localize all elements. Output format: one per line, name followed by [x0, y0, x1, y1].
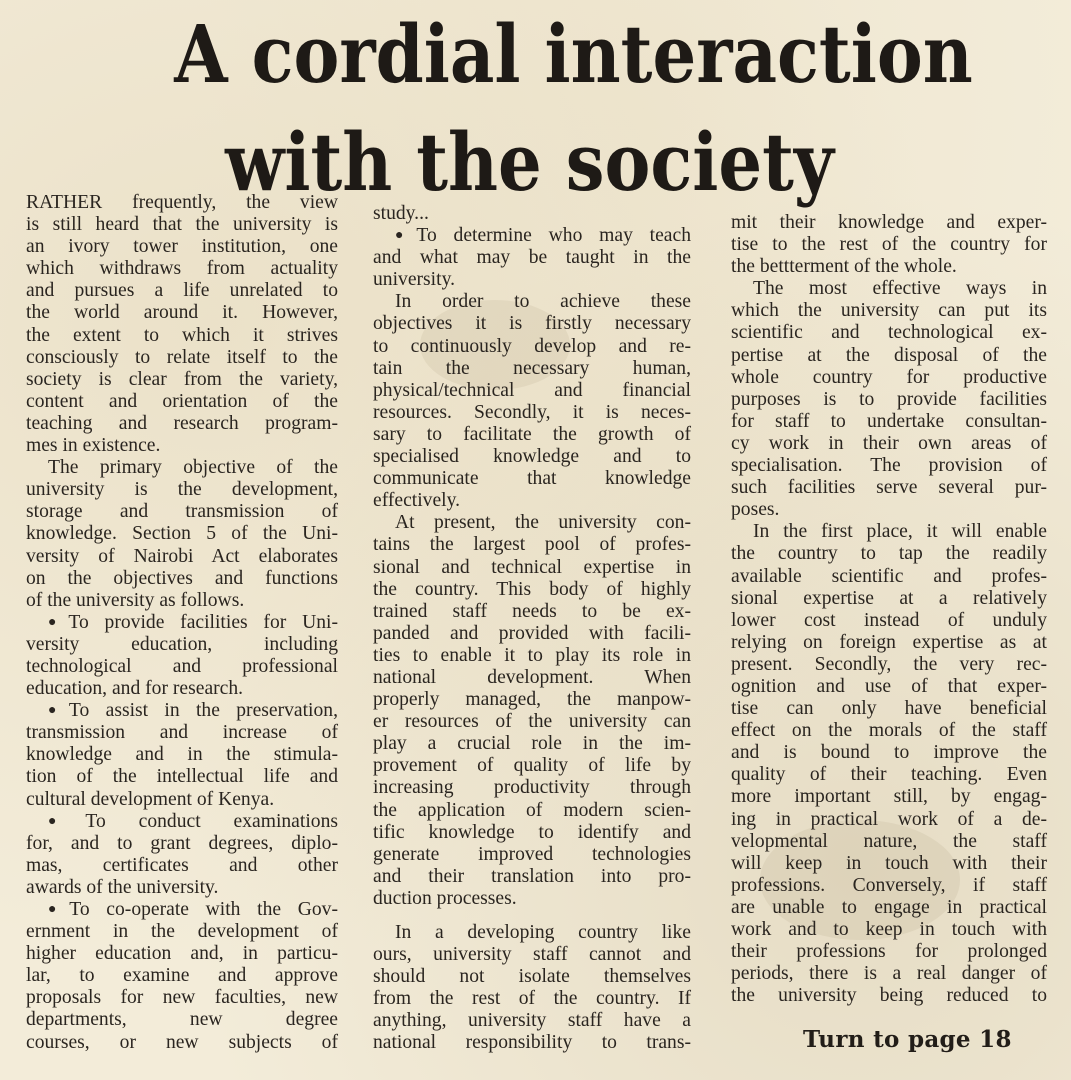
- article-line-text: are unable to engage in practical: [731, 896, 1047, 918]
- article-line: [373, 579, 691, 601]
- article-line-text: ties to enable it to play its role in: [373, 644, 691, 666]
- article-line-text: ernment in the development of: [26, 921, 338, 943]
- article-line-text: storage and transmission of: [26, 501, 338, 523]
- article-line: [26, 413, 338, 435]
- article-line-text: the application of modern scien-: [373, 799, 691, 821]
- article-line: [373, 623, 691, 645]
- article-line-text: to continuously develop and re-: [373, 335, 691, 357]
- article-line-text: physical/technical and financial: [373, 379, 691, 401]
- article-line-text: provement of quality of life by: [373, 755, 691, 777]
- article-line-text: poses.: [731, 499, 780, 521]
- article-line-text: the university being reduced to: [731, 985, 1047, 1007]
- article-line: [373, 424, 691, 446]
- article-line-text: The most effective ways in: [753, 278, 1047, 300]
- article-line: [26, 523, 338, 545]
- article-line-text: cultural development of Kenya.: [26, 788, 275, 810]
- article-line: [731, 831, 1047, 853]
- article-line: [373, 534, 691, 556]
- article-line-text: content and orientation of the: [26, 390, 338, 412]
- article-line: [731, 322, 1047, 344]
- article-line-text: the country. This body of highly: [373, 578, 691, 600]
- article-line: [731, 720, 1047, 742]
- article-line: [373, 336, 691, 358]
- article-line: [26, 302, 338, 324]
- article-line: [373, 468, 691, 490]
- article-line-text: proposals for new faculties, new: [26, 987, 338, 1009]
- article-line-text: objectives it is firstly necessary: [373, 313, 691, 335]
- article-line: [373, 988, 691, 1010]
- article-line: [731, 389, 1047, 411]
- article-line: [731, 543, 1047, 565]
- article-line: [373, 1032, 691, 1054]
- article-line-text: versity of Nairobi Act elaborates: [26, 545, 338, 567]
- article-line-text: trained staff needs to be ex-: [373, 600, 691, 622]
- article-line: [373, 402, 691, 424]
- article-line-text: transmission and increase of: [26, 722, 338, 744]
- article-line: [731, 300, 1047, 322]
- article-line-text: society is clear from the variety,: [26, 368, 338, 390]
- article-line: [731, 919, 1047, 941]
- article-line-text: RATHER frequently, the view: [26, 192, 338, 213]
- article-line-text: the country to tap the readily: [731, 543, 1047, 565]
- article-line: [26, 457, 338, 479]
- article-line: [26, 1032, 338, 1054]
- article-line-text: pertise at the disposal of the: [731, 344, 1047, 366]
- article-line-text: duction processes.: [373, 887, 517, 909]
- article-line: [26, 214, 338, 236]
- article-line-text: panded and provided with facili-: [373, 622, 691, 644]
- article-line: [26, 568, 338, 590]
- headline-line-1: A cordial interaction: [174, 7, 973, 101]
- article-line: [373, 777, 691, 799]
- article-line: [731, 941, 1047, 963]
- bullet-icon: ●: [48, 902, 69, 917]
- article-line-text: departments, new degree: [26, 1009, 338, 1031]
- article-line-text: is still heard that the university is: [26, 214, 338, 236]
- article-line: [26, 811, 338, 833]
- article-line: [373, 944, 691, 966]
- article-line-text: tise can only have beneficial: [731, 698, 1047, 720]
- article-line: [731, 212, 1047, 234]
- article-line: [373, 225, 691, 247]
- article-line-text: consciously to relate itself to the: [26, 346, 338, 368]
- article-line-text: properly managed, the manpow-: [373, 689, 691, 711]
- article-line: [26, 965, 338, 987]
- article-line-text: and is bound to improve the: [731, 742, 1047, 764]
- article-line: [731, 477, 1047, 499]
- article-line: [26, 435, 338, 457]
- article-line-text: In the first place, it will enable: [753, 521, 1047, 543]
- article-line-text: communicate that knowledge: [373, 468, 691, 490]
- article-line: [373, 358, 691, 380]
- article-line-text: for, and to grant degrees, diplo-: [26, 832, 338, 854]
- article-line-text: To conduct examinations: [85, 810, 338, 832]
- article-line: [373, 601, 691, 623]
- article-line-text: mes in existence.: [26, 435, 161, 457]
- article-line: [26, 590, 338, 612]
- article-line-text: ing in practical work of a de-: [731, 808, 1047, 830]
- article-line-text: their professions for prolonged: [731, 941, 1047, 963]
- article-line-text: knowledge and in the stimula-: [26, 744, 338, 766]
- article-line-text: mit their knowledge and exper-: [731, 212, 1047, 233]
- article-line: [373, 866, 691, 888]
- article-line: [731, 786, 1047, 808]
- article-line: [26, 325, 338, 347]
- article-line: [26, 1009, 338, 1031]
- article-line: [731, 521, 1047, 543]
- article-line: [731, 875, 1047, 897]
- article-line-text: In order to achieve these: [395, 291, 691, 313]
- article-line-text: will keep in touch with their: [731, 852, 1047, 874]
- article-line-text: the bettterment of the whole.: [731, 256, 957, 278]
- article-line: [373, 755, 691, 777]
- article-column-1: [26, 192, 338, 1054]
- article-line: [731, 963, 1047, 985]
- article-line-text: present. Secondly, the very rec-: [731, 653, 1047, 675]
- article-line-text: study...: [373, 203, 429, 224]
- article-line: [26, 192, 338, 214]
- article-line-text: the world around it. However,: [26, 302, 338, 324]
- article-line: [731, 764, 1047, 786]
- article-line-text: scientific and technological ex-: [731, 322, 1047, 344]
- article-line: [373, 291, 691, 313]
- article-line-text: national responsibility to trans-: [373, 1032, 691, 1054]
- article-line: [26, 855, 338, 877]
- article-line-text: tion of the intellectual life and: [26, 766, 338, 788]
- article-line: [26, 987, 338, 1009]
- article-line: [731, 367, 1047, 389]
- article-line: [731, 676, 1047, 698]
- article-line: [373, 512, 691, 534]
- article-line-text: To assist in the preservation,: [68, 700, 338, 722]
- article-line-text: on the objectives and functions: [26, 567, 338, 589]
- article-line-text: To provide facilities for Uni-: [68, 611, 338, 633]
- article-line: [26, 347, 338, 369]
- article-line-text: more important still, by engag-: [731, 786, 1047, 808]
- article-line-text: sional and technical expertise in: [373, 556, 691, 578]
- paragraph-gap: [373, 910, 691, 922]
- article-line-text: the extent to which it strives: [26, 324, 338, 346]
- article-line: [26, 833, 338, 855]
- article-line: [26, 546, 338, 568]
- article-line-text: and pursues a life unrelated to: [26, 280, 338, 302]
- article-line: [26, 899, 338, 921]
- article-line-text: work and to keep in touch with: [731, 919, 1047, 940]
- article-line-text: sional expertise at a relatively: [731, 587, 1047, 609]
- article-line-text: To determine who may teach: [416, 225, 691, 247]
- article-line-text: specialised knowledge and to: [373, 446, 691, 468]
- article-line-text: er resources of the university can: [373, 711, 691, 733]
- article-line-text: awards of the university.: [26, 876, 219, 898]
- article-line: [731, 345, 1047, 367]
- continuation-note: Turn to page 18: [803, 1026, 1012, 1053]
- article-line: [373, 203, 691, 225]
- article-line-text: should not isolate themselves: [373, 966, 691, 988]
- article-line-text: versity education, including: [26, 633, 338, 655]
- article-line-text: tains the largest pool of profes-: [373, 534, 691, 556]
- article-line-text: higher education and, in particu-: [26, 943, 338, 965]
- article-line-text: periods, there is a real danger of: [731, 963, 1047, 985]
- article-line: [26, 369, 338, 391]
- article-line: [731, 499, 1047, 521]
- bullet-icon: ●: [395, 228, 416, 244]
- article-line: [373, 922, 691, 944]
- article-line: [26, 501, 338, 523]
- article-line-text: education, and for research.: [26, 678, 244, 700]
- article-line-text: which withdraws from actuality: [26, 258, 338, 280]
- article-line: [731, 588, 1047, 610]
- article-line-text: tific knowledge to identify and: [373, 821, 691, 843]
- article-line: [731, 654, 1047, 676]
- article-line: [26, 722, 338, 744]
- article-line: [373, 733, 691, 755]
- article-column-3: [731, 212, 1047, 1007]
- article-line-text: mas, certificates and other: [26, 854, 338, 876]
- article-line: [731, 985, 1047, 1007]
- article-line: [731, 632, 1047, 654]
- article-line: [26, 656, 338, 678]
- article-line-text: sary to facilitate the growth of: [373, 423, 691, 445]
- article-line-text: ognition and use of that exper-: [731, 675, 1047, 697]
- article-line-text: teaching and research program-: [26, 412, 338, 434]
- article-line: [373, 888, 691, 910]
- bullet-icon: ●: [48, 813, 85, 829]
- article-line: [731, 610, 1047, 632]
- article-column-2: [373, 203, 691, 1055]
- article-line-text: ours, university staff cannot and: [373, 944, 691, 966]
- article-line: [373, 557, 691, 579]
- article-line-text: tain the necessary human,: [373, 357, 691, 379]
- article-line-text: an ivory tower institution, one: [26, 236, 338, 258]
- article-line: [373, 667, 691, 689]
- article-line: [26, 391, 338, 413]
- article-line-text: effectively.: [373, 490, 461, 512]
- article-line: [731, 809, 1047, 831]
- article-line: [373, 380, 691, 402]
- article-line: [26, 634, 338, 656]
- article-line: [373, 844, 691, 866]
- article-line: [731, 853, 1047, 875]
- article-line: [731, 566, 1047, 588]
- article-line-text: whole country for productive: [731, 366, 1047, 388]
- article-line: [731, 234, 1047, 256]
- article-line: [26, 700, 338, 722]
- article-line-text: of the university as follows.: [26, 589, 245, 611]
- article-line-text: specialisation. The provision of: [731, 455, 1047, 477]
- article-line: [26, 678, 338, 700]
- article-line-text: purposes is to provide facilities: [731, 388, 1047, 410]
- article-line-text: available scientific and profes-: [731, 565, 1047, 587]
- article-line-text: national development. When: [373, 666, 691, 688]
- article-line: [373, 269, 691, 291]
- article-line-text: such facilities serve several pur-: [731, 477, 1047, 499]
- article-line-text: In a developing country like: [395, 922, 691, 943]
- article-line: [26, 236, 338, 258]
- article-line-text: from the rest of the country. If: [373, 988, 691, 1010]
- article-line: [26, 921, 338, 943]
- article-line: [26, 258, 338, 280]
- article-line-text: relying on foreign expertise as at: [731, 631, 1047, 653]
- article-line: [373, 446, 691, 468]
- article-line: [26, 877, 338, 899]
- article-line: [731, 897, 1047, 919]
- article-line-text: play a crucial role in the im-: [373, 733, 691, 755]
- bullet-icon: ●: [48, 703, 68, 719]
- article-line-text: resources. Secondly, it is neces-: [373, 401, 691, 423]
- article-line-text: courses, or new subjects of: [26, 1031, 338, 1053]
- article-line: [373, 490, 691, 512]
- article-line-text: generate improved technologies: [373, 843, 691, 865]
- article-line: [731, 698, 1047, 720]
- article-line-text: which the university can put its: [731, 300, 1047, 322]
- article-line-text: for staff to undertake consultan-: [731, 410, 1047, 432]
- article-line: [731, 411, 1047, 433]
- article-line-text: anything, university staff have a: [373, 1010, 691, 1032]
- headline-line-2: with the society: [225, 115, 834, 209]
- article-line: [373, 247, 691, 269]
- article-line: [26, 766, 338, 788]
- article-line: [731, 278, 1047, 300]
- article-line: [731, 433, 1047, 455]
- article-line: [731, 455, 1047, 477]
- article-line-text: To co-operate with the Gov-: [69, 899, 338, 920]
- article-line: [26, 479, 338, 501]
- article-line: [373, 966, 691, 988]
- article-line-text: velopmental nature, the staff: [731, 830, 1047, 852]
- article-line: [731, 256, 1047, 278]
- article-line: [373, 689, 691, 711]
- article-line-text: cy work in their own areas of: [731, 432, 1047, 454]
- article-line: [373, 711, 691, 733]
- article-line-text: and their translation into pro-: [373, 865, 691, 887]
- article-line-text: effect on the morals of the staff: [731, 720, 1047, 742]
- article-line: [373, 1010, 691, 1032]
- article-line: [26, 280, 338, 302]
- article-line: [373, 645, 691, 667]
- article-line-text: and what may be taught in the: [373, 247, 691, 269]
- article-line: [26, 789, 338, 811]
- article-line-text: increasing productivity through: [373, 777, 691, 799]
- article-line-text: technological and professional: [26, 655, 338, 677]
- article-line-text: lower cost instead of unduly: [731, 609, 1047, 631]
- article-line: [373, 800, 691, 822]
- article-line: [373, 313, 691, 335]
- article-line: [26, 612, 338, 634]
- article-line-text: university.: [373, 269, 455, 291]
- article-line-text: university is the development,: [26, 479, 338, 501]
- article-line-text: knowledge. Section 5 of the Uni-: [26, 523, 338, 545]
- article-line-text: tise to the rest of the country for: [731, 234, 1047, 256]
- bullet-icon: ●: [48, 614, 68, 630]
- article-line: [26, 744, 338, 766]
- article-line-text: At present, the university con-: [395, 512, 691, 534]
- article-line-text: lar, to examine and approve: [26, 965, 338, 987]
- article-line: [26, 943, 338, 965]
- article-line: [373, 822, 691, 844]
- article-line-text: The primary objective of the: [48, 457, 338, 479]
- article-line-text: professions. Conversely, if staff: [731, 874, 1047, 896]
- article-line: [731, 742, 1047, 764]
- article-line-text: quality of their teaching. Even: [731, 764, 1047, 786]
